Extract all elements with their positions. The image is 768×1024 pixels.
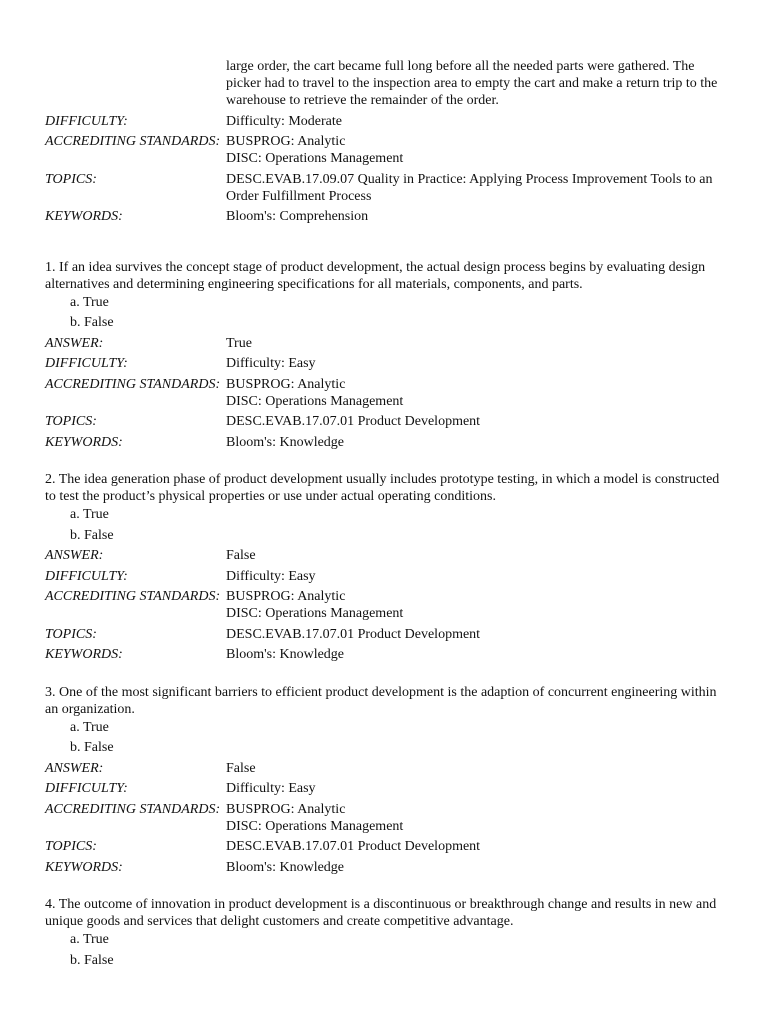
question-1: [45, 259, 725, 455]
option-true: a. True: [70, 932, 109, 947]
answer-value: True: [226, 335, 252, 351]
topics-value: [226, 171, 725, 209]
question-3: [45, 684, 725, 880]
difficulty-label: DIFFICULTY:: [45, 781, 128, 796]
option-false: b. False: [70, 740, 114, 755]
standard-line: BUSPROG: Analytic: [226, 134, 346, 149]
option-false: b. False: [70, 952, 114, 968]
answer-value: False: [226, 548, 256, 563]
difficulty-label: DIFFICULTY:: [45, 568, 128, 584]
difficulty-value: Difficulty: Easy: [226, 356, 316, 371]
question-metadata: [45, 760, 725, 880]
topics-label: TOPICS:: [45, 171, 97, 187]
standards-label: ACCREDITING STANDARDS:: [45, 376, 221, 392]
keywords-value: Bloom's: Knowledge: [226, 859, 345, 875]
continuation-line: warehouse to retrieve the remainder of the order.: [226, 93, 499, 108]
keywords-value: Bloom's: Knowledge: [226, 647, 345, 662]
option-false: b. False: [70, 315, 114, 330]
standards-value: [226, 376, 725, 414]
topics-label: TOPICS:: [45, 414, 97, 429]
standards-value: [226, 133, 725, 171]
topics-value: DESC.EVAB.17.07.01 Product Development: [226, 414, 481, 429]
standards-label: ACCREDITING STANDARDS:: [45, 589, 221, 604]
answer-value: False: [226, 760, 256, 776]
option-true: a. True: [70, 719, 109, 735]
option-true: a. True: [70, 507, 109, 522]
standard-line: BUSPROG: Analytic: [226, 801, 346, 817]
topic-line: Order Fulfillment Process: [226, 188, 372, 204]
keywords-label: KEYWORDS:: [45, 859, 123, 875]
question-text: 3. One of the most significant barriers to efficient product development is the adaption of concurrent engineering within an organization.: [45, 684, 717, 717]
keywords-label: KEYWORDS:: [45, 209, 123, 224]
standard-line: BUSPROG: Analytic: [226, 376, 346, 392]
standards-value: [226, 801, 725, 839]
option-true: a. True: [70, 294, 109, 310]
answer-label: ANSWER:: [45, 760, 104, 776]
question-text: 2. The idea generation phase of product development usually includes prototype testing, in which a model is constructed to test the product’s physical properties or use under actual operating conditions.: [45, 472, 720, 504]
answer-label: ANSWER:: [45, 335, 104, 351]
option-false: b. False: [70, 527, 114, 543]
answer-label: ANSWER:: [45, 548, 104, 563]
keywords-value: Bloom's: Knowledge: [226, 434, 345, 450]
question-metadata: [45, 547, 725, 667]
continuation-line: large order, the cart became full long before all the needed parts were gathered. The: [226, 59, 695, 74]
difficulty-value: Difficulty: Easy: [226, 568, 316, 584]
topic-line: DESC.EVAB.17.09.07 Quality in Practice: Applying Process Improvement Tools to an: [226, 171, 713, 187]
question-text: 4. The outcome of innovation in product development is a discontinuous or breakthrough change and results in new and unique goods and services that delight customers and create competitive advantage.: [45, 897, 717, 929]
document-page: [45, 58, 725, 972]
standards-label: ACCREDITING STANDARDS:: [45, 801, 221, 817]
difficulty-value: Difficulty: Easy: [226, 781, 316, 796]
keywords-label: KEYWORDS:: [45, 434, 123, 450]
difficulty-label: DIFFICULTY:: [45, 356, 128, 371]
question-4: [45, 896, 725, 969]
standards-value: [226, 588, 725, 626]
topics-label: TOPICS:: [45, 839, 97, 854]
standard-line: DISC: Operations Management: [226, 393, 404, 409]
difficulty-label: DIFFICULTY:: [45, 113, 128, 129]
standard-line: BUSPROG: Analytic: [226, 589, 346, 604]
keywords-label: KEYWORDS:: [45, 647, 123, 662]
standard-line: DISC: Operations Management: [226, 818, 404, 834]
question-text: 1. If an idea survives the concept stage of product development, the actual design process begins by evaluating design alternatives and determining engineering specifications for all materials, components, and parts.: [45, 259, 706, 292]
difficulty-value: Difficulty: Moderate: [226, 113, 342, 129]
question-metadata: [45, 335, 725, 455]
question-2: [45, 471, 725, 667]
standard-line: DISC: Operations Management: [226, 606, 404, 621]
continuation-line: picker had to travel to the inspection area to empty the cart and make a return trip to the: [226, 76, 718, 91]
topics-value: DESC.EVAB.17.07.01 Product Development: [226, 839, 481, 854]
standards-label: ACCREDITING STANDARDS:: [45, 134, 221, 149]
topics-label: TOPICS:: [45, 626, 97, 642]
topics-value: DESC.EVAB.17.07.01 Product Development: [226, 626, 481, 642]
previous-question-continuation: [226, 58, 725, 113]
keywords-value: Bloom's: Comprehension: [226, 209, 369, 224]
previous-question-metadata: [45, 58, 725, 229]
standard-line: DISC: Operations Management: [226, 151, 404, 166]
